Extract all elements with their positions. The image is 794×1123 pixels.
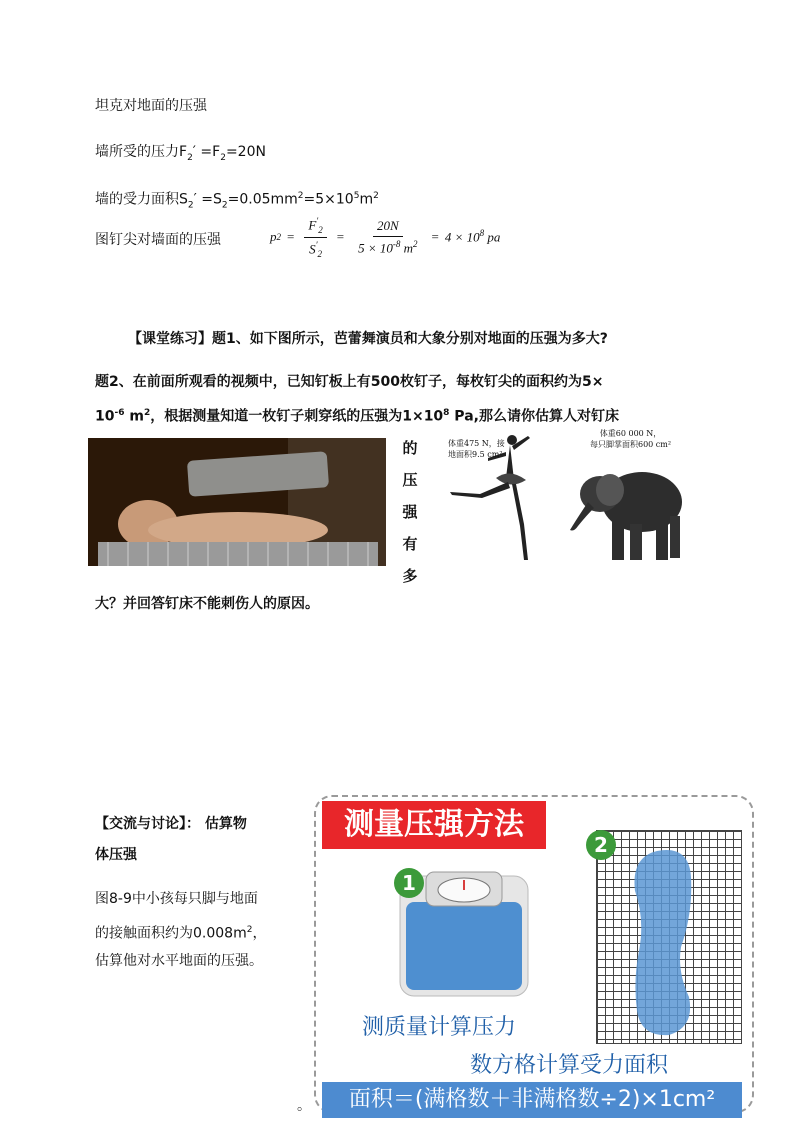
discussion-text	[95, 920, 266, 944]
fraction-force-area	[304, 216, 326, 259]
equals-sign: =	[287, 229, 295, 244]
superscript: ′	[315, 239, 318, 250]
panel-label-area: 数方格计算受力面积	[470, 1053, 669, 1078]
elephant-figure	[560, 420, 694, 568]
formula-lhs: p	[270, 229, 277, 244]
equals-sign: =	[431, 229, 439, 244]
discussion-text: 图8-9中小孩每只脚与地面	[95, 891, 258, 907]
text-span: ′ =F	[192, 144, 221, 160]
text-span: 墙的受力面积S	[95, 191, 188, 208]
text-span: =0.05mm	[227, 191, 298, 208]
fraction-denominator	[354, 237, 421, 256]
subscript: 2	[318, 224, 323, 235]
superscript: 2	[246, 925, 253, 935]
text-line: 图钉尖对墙面的压强	[95, 232, 221, 248]
pressure-formula	[270, 215, 500, 259]
grid-paper	[596, 830, 742, 1044]
formula-result	[445, 228, 501, 245]
ballet-dancer-figure	[440, 428, 550, 568]
superscript: -6	[114, 408, 125, 418]
vertical-char: 有	[402, 535, 418, 553]
superscript: 5	[353, 191, 360, 201]
practice-question-2-cont	[95, 403, 619, 427]
practice-question-end: 大？并回答钉床不能刺伤人的原因。	[95, 596, 319, 612]
step-1-badge: 1	[394, 868, 424, 898]
text-span: 墙所受的压力F	[95, 144, 188, 160]
area-formula-bar: 面积＝(满格数＋非满格数÷2)×1cm²	[322, 1082, 742, 1118]
subscript: 2	[276, 232, 281, 242]
vertical-char: 的	[402, 439, 418, 457]
text-span: pa	[484, 229, 501, 245]
discussion-title-cont: 体压强	[95, 847, 137, 863]
fraction-denominator	[305, 238, 326, 259]
panel-header: 测量压强方法	[322, 801, 546, 849]
discussion-text: 估算他对水平地面的压强。	[95, 953, 263, 969]
superscript: -8	[392, 238, 401, 249]
vertical-char: 强	[402, 503, 418, 521]
text-span: ，	[252, 925, 267, 942]
superscript: 2	[373, 191, 379, 201]
text-span: 4 × 10	[444, 229, 480, 245]
elephant-caption	[590, 428, 671, 450]
fraction-values	[354, 218, 421, 256]
superscript: 8	[479, 228, 485, 239]
text-span: Pa,那么请你估算人对钉床	[449, 408, 619, 425]
caption-line: 体重60 000 N，	[599, 429, 662, 438]
text-span: =5×10	[303, 191, 354, 208]
text-span: F	[308, 216, 317, 232]
fraction-numerator	[304, 216, 326, 238]
nail-bed-illustration	[88, 438, 386, 566]
text-span: 5 × 10	[358, 240, 393, 256]
dancer-caption	[448, 438, 505, 460]
equals-sign: =	[336, 229, 345, 244]
superscript: 2	[297, 191, 304, 201]
text-span: m	[400, 240, 414, 256]
subscript: 2	[221, 200, 228, 211]
superscript: 2	[143, 408, 151, 418]
fraction-numerator: 20N	[373, 218, 403, 237]
panel-label-force: 测质量计算压力	[362, 1015, 517, 1040]
superscript: ′	[316, 215, 319, 226]
subscript: 2	[317, 248, 323, 259]
text-span: S	[309, 240, 316, 256]
nail-bed-photo	[88, 438, 386, 566]
practice-question-1: 【课堂练习】题1、如下图所示，芭蕾舞演员和大象分别对地面的压强为多大?	[128, 331, 608, 347]
subscript: 2	[187, 152, 193, 163]
practice-question-2: 题2、在前面所观看的视频中，已知钉板上有500枚钉子，每枚钉尖的面积约为5×	[95, 374, 604, 390]
caption-line: 每只脚掌面积600 cm²	[590, 440, 672, 449]
text-line	[95, 142, 266, 168]
superscript: 8	[443, 408, 450, 418]
text-span: m	[359, 191, 374, 208]
subscript: 2	[220, 152, 226, 163]
discussion-title: 【交流与讨论】： 估算物	[95, 816, 247, 832]
footprint-shape	[597, 831, 741, 1043]
step-2-badge: 2	[586, 830, 616, 860]
superscript: 2	[413, 238, 418, 249]
text-span: ，根据测量知道一枚钉子刺穿纸的压强为1×10	[150, 408, 444, 425]
vertical-text	[400, 432, 420, 592]
caption-line: 地面积9.5 cm²	[448, 450, 503, 459]
subscript: 2	[187, 200, 194, 211]
text-span: ′ =S	[193, 191, 222, 208]
footnote-mark: 。	[297, 1098, 311, 1114]
text-line	[95, 186, 379, 215]
caption-line: 体重475 N，接	[448, 439, 505, 448]
text-span: m	[124, 408, 144, 425]
text-span: =20N	[225, 144, 266, 160]
text-line: 坦克对地面的压强	[95, 98, 207, 114]
text-span: 10	[95, 408, 115, 425]
text-span: 的接触面积约为0.008m	[95, 925, 247, 942]
vertical-char: 压	[402, 471, 418, 489]
vertical-char: 多	[402, 567, 418, 585]
